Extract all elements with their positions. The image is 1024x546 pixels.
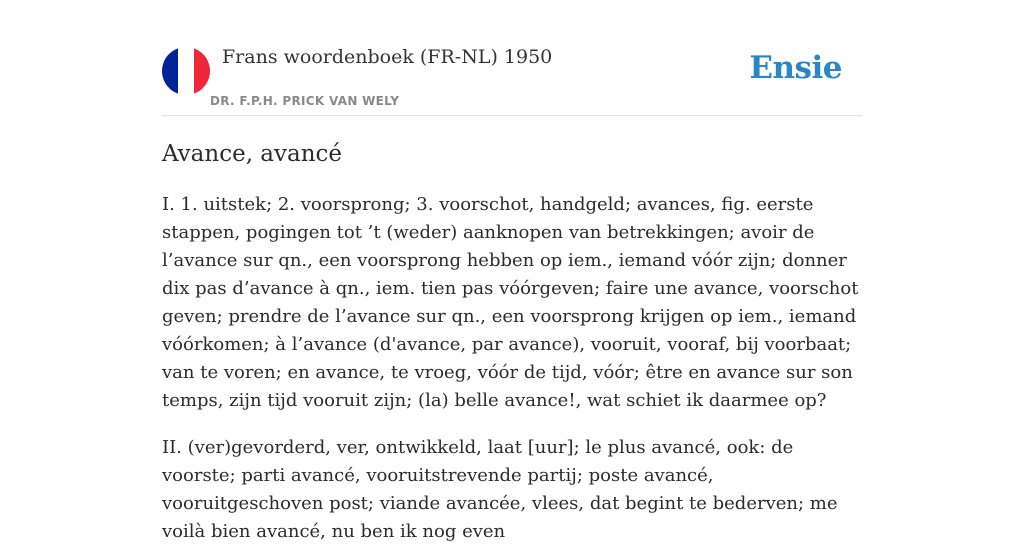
flag-stripe-white	[178, 47, 194, 95]
entry-definition	[162, 191, 862, 546]
flag-stripe-red	[194, 47, 210, 95]
definition-paragraph: I. 1. uitstek; 2. voorsprong; 3. voorschot, handgeld; avances, fig. eerste stappen, pogingen tot ’t (weder) aanknopen van betrekkingen; avoir de l’avance sur qn., een voorsprong hebben op iem., iemand vóór zijn; donner dix pas d’avance à qn., iem. tien pas vóórgeven; faire une avance, voorschot geven; prendre de l’avance sur qn., een voorsprong krijgen op iem., iemand vóórkomen; à l’avance (d'avance, par avance), vooruit, vooraf, bij voorbaat; van te voren; en avance, te vroeg, vóór de tijd, vóór; être en avance sur son temps, zijn tijd vooruit zijn; (la) belle avance!, wat schiet ik daarmee op?	[162, 194, 859, 411]
definition-paragraph: II. (ver)gevorderd, ver, ontwikkeld, laat [uur]; le plus avancé, ook: de voorste; parti avancé, vooruitstrevende partij; poste avancé, vooruitgeschoven post; viande avancée, vlees, dat begint te bederven; me voilà bien avancé, nu ben ik nog even	[162, 437, 838, 542]
flag-stripe-blue	[162, 47, 178, 95]
france-flag-icon	[162, 47, 210, 95]
dictionary-header	[162, 0, 862, 116]
dictionary-author: DR. F.P.H. PRICK VAN WELY	[210, 94, 400, 108]
dictionary-title[interactable]: Frans woordenboek (FR-NL) 1950	[222, 46, 553, 68]
ensie-logo[interactable]: Ensie	[749, 50, 842, 86]
entry-headword: Avance, avancé	[162, 141, 343, 167]
page-container	[162, 0, 862, 546]
